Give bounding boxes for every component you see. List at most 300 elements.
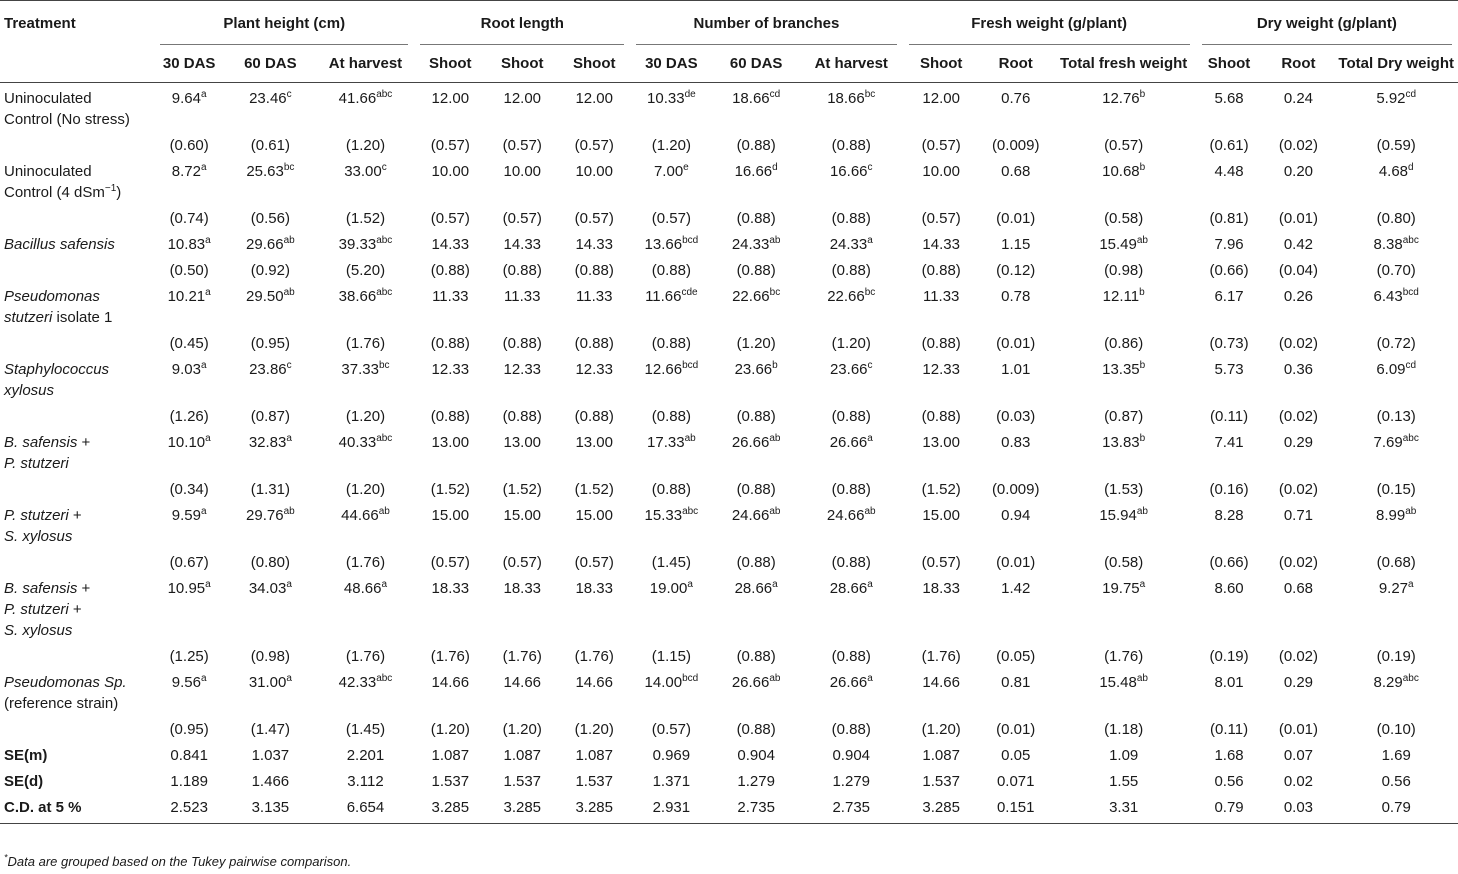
sd-blank	[0, 714, 154, 740]
value-text: 0.36	[1283, 361, 1314, 378]
sd-cell: (0.57)	[430, 137, 470, 154]
value-text: 12.00	[503, 90, 542, 107]
sd-cell: (1.76)	[345, 335, 386, 352]
sd-cell: (0.66)	[1209, 262, 1249, 279]
value-text: 13.00	[922, 434, 960, 451]
value-cell	[712, 83, 799, 131]
sd-cell: (0.88)	[651, 335, 691, 352]
value-text: 11.33	[432, 288, 469, 305]
treatment-name	[0, 281, 154, 328]
stat-cell: 2.735	[800, 792, 903, 824]
value-cell	[486, 229, 558, 255]
column-header: 30 DAS	[630, 45, 712, 83]
group-letter: abc	[376, 287, 393, 298]
table-row	[0, 281, 1458, 328]
sd-cell: (0.61)	[1209, 137, 1249, 154]
value-cell	[1052, 281, 1196, 328]
stat-cell: 0.79	[1196, 792, 1263, 824]
value-text: 15.00	[431, 507, 470, 524]
stat-cell: 1.69	[1381, 747, 1411, 764]
sd-cell: (0.88)	[831, 137, 871, 154]
value-text: 0.76	[1001, 90, 1031, 107]
value-cell	[486, 500, 558, 547]
value-cell	[1196, 667, 1263, 714]
value-text: 13.00	[575, 434, 613, 451]
value-cell	[486, 573, 558, 641]
value-text: 8.72	[171, 163, 201, 180]
value-cell	[630, 229, 712, 255]
value-text: 40.33	[338, 434, 377, 451]
sd-cell: (1.15)	[651, 648, 691, 665]
column-header: Total Dry weight	[1334, 45, 1458, 83]
value-cell	[903, 573, 980, 641]
value-cell	[712, 427, 799, 474]
table-body	[0, 83, 1458, 824]
value-cell	[630, 354, 712, 401]
value-text: 14.66	[431, 674, 470, 691]
value-text: 22.66	[827, 288, 865, 305]
sd-cell: (0.92)	[250, 262, 290, 279]
table-row	[0, 229, 1458, 255]
group-letter: b	[1139, 433, 1146, 444]
value-cell	[712, 573, 799, 641]
value-text: 8.29	[1373, 674, 1403, 691]
sd-row	[0, 547, 1458, 573]
value-cell	[558, 427, 630, 474]
sd-cell: (0.01)	[996, 335, 1036, 352]
group-letter: a	[286, 433, 292, 444]
sd-cell: (1.25)	[169, 648, 209, 665]
stat-cell: 3.135	[224, 792, 317, 824]
sd-cell: (0.02)	[1278, 335, 1319, 352]
value-cell	[154, 83, 224, 131]
value-cell	[1052, 229, 1196, 255]
value-text: 7.96	[1214, 236, 1244, 253]
stat-row	[0, 740, 1458, 766]
sd-blank	[0, 130, 154, 156]
value-text: 0.68	[1001, 163, 1031, 180]
value-cell	[224, 573, 317, 641]
column-header: Shoot	[903, 45, 980, 83]
value-text: 10.00	[922, 163, 960, 180]
value-text: 24.66	[826, 507, 865, 524]
value-text: 37.33	[341, 361, 379, 378]
sd-cell: (0.01)	[1278, 210, 1319, 227]
sd-cell: (1.76)	[921, 648, 961, 665]
group-letter: a	[200, 89, 207, 100]
value-cell	[630, 156, 712, 203]
sd-cell: (0.88)	[736, 648, 776, 665]
value-cell	[1262, 500, 1334, 547]
treatment-name-part: Staphylococcus	[4, 361, 110, 378]
group-letter: ab	[769, 433, 781, 444]
value-text: 25.63	[246, 163, 284, 180]
sd-row	[0, 641, 1458, 667]
group-letter: a	[205, 287, 211, 298]
group-letter: a	[205, 579, 211, 590]
value-cell	[712, 500, 799, 547]
value-cell	[800, 667, 903, 714]
sd-cell: (1.20)	[345, 481, 386, 498]
stat-cell: 0.071	[996, 773, 1035, 790]
group-letter: bcd	[1402, 287, 1419, 298]
sd-cell: (0.73)	[1209, 335, 1249, 352]
value-text: 14.33	[431, 236, 470, 253]
sd-cell: (1.52)	[430, 481, 470, 498]
value-cell	[558, 573, 630, 641]
group-letter: cde	[681, 287, 698, 298]
sd-cell: (1.76)	[502, 648, 542, 665]
sd-cell: (1.76)	[1104, 648, 1144, 665]
value-text: 8.60	[1214, 580, 1244, 597]
sd-cell: (0.80)	[250, 554, 290, 571]
value-cell	[558, 83, 630, 131]
sd-cell: (0.58)	[1104, 210, 1144, 227]
value-text: 9.03	[171, 361, 201, 378]
sd-cell: (0.80)	[1376, 210, 1416, 227]
group-letter: ab	[378, 506, 390, 517]
stat-cell: 1.68	[1214, 747, 1244, 764]
sd-cell: (1.20)	[345, 408, 386, 425]
sd-cell: (0.88)	[831, 262, 871, 279]
sd-cell: (0.88)	[736, 554, 776, 571]
value-text: 1.15	[1001, 236, 1031, 253]
stat-cell: 0.07	[1283, 747, 1314, 764]
stat-cell: 2.201	[346, 747, 385, 764]
sd-cell: (0.88)	[831, 481, 871, 498]
group-header: Root length	[414, 1, 630, 46]
value-cell	[903, 667, 980, 714]
sd-cell: (0.88)	[736, 721, 776, 738]
sd-cell: (0.10)	[1376, 721, 1416, 738]
stat-cell: 3.285	[414, 792, 486, 824]
sd-cell: (0.57)	[574, 554, 614, 571]
stat-label: SE(m)	[4, 747, 48, 764]
sd-blank	[0, 255, 154, 281]
value-text: 10.83	[167, 236, 206, 253]
sd-cell: (0.57)	[651, 721, 691, 738]
treatment-name-part: +	[68, 507, 82, 524]
value-cell	[1334, 573, 1458, 641]
stat-row	[0, 766, 1458, 792]
sd-cell: (0.88)	[831, 648, 871, 665]
value-text: 18.33	[922, 580, 960, 597]
value-cell	[903, 281, 980, 328]
sd-cell: (0.02)	[1278, 137, 1319, 154]
value-text: 44.66	[341, 507, 379, 524]
sd-cell: (0.86)	[1104, 335, 1144, 352]
column-header: Root	[1262, 45, 1334, 83]
sd-cell: (1.76)	[574, 648, 614, 665]
sd-cell: (0.88)	[736, 137, 776, 154]
treatment-name	[0, 229, 154, 255]
group-letter: abc	[376, 89, 393, 100]
sd-cell: (0.88)	[430, 262, 470, 279]
value-text: 15.49	[1099, 236, 1137, 253]
stat-cell: 0.841	[170, 747, 208, 764]
sd-blank	[0, 474, 154, 500]
group-letter: a	[200, 506, 207, 517]
value-cell	[800, 281, 903, 328]
group-letter: abc	[376, 673, 393, 684]
treatment-name-part: Pseudomonas	[4, 288, 100, 305]
value-text: 11.33	[504, 288, 541, 305]
group-letter: d	[1408, 162, 1414, 173]
sd-cell: (0.11)	[1210, 721, 1249, 738]
value-cell	[1262, 281, 1334, 328]
treatment-name-part: +	[77, 580, 91, 597]
sd-cell: (0.11)	[1210, 408, 1249, 425]
stat-cell: 3.31	[1052, 792, 1196, 824]
value-text: 18.66	[827, 90, 865, 107]
sd-cell: (0.009)	[991, 137, 1040, 154]
sd-row	[0, 130, 1458, 156]
sd-cell: (1.20)	[345, 137, 386, 154]
value-text: 17.33	[647, 434, 685, 451]
column-header: Shoot	[414, 45, 486, 83]
value-cell	[414, 354, 486, 401]
sd-cell: (0.01)	[996, 210, 1036, 227]
sd-cell: (0.009)	[991, 481, 1040, 498]
treatment-name-part: isolate 1	[52, 309, 113, 326]
sd-cell: (0.88)	[502, 335, 542, 352]
value-cell	[154, 229, 224, 255]
value-cell	[800, 354, 903, 401]
table-row	[0, 354, 1458, 401]
value-text: 23.66	[734, 361, 773, 378]
value-text: 22.66	[732, 288, 770, 305]
sd-cell: (0.88)	[921, 262, 961, 279]
value-cell	[1262, 427, 1334, 474]
stat-cell: 0.969	[652, 747, 691, 764]
group-letter: bc	[283, 162, 295, 173]
stat-cell: 0.56	[1214, 773, 1244, 790]
value-cell	[1196, 156, 1263, 203]
group-letter: abc	[376, 235, 393, 246]
value-cell	[903, 500, 980, 547]
value-cell	[414, 83, 486, 131]
value-cell	[1334, 354, 1458, 401]
sd-cell: (0.81)	[1209, 210, 1249, 227]
group-letter: c	[286, 360, 292, 371]
stat-cell: 1.279	[832, 773, 871, 790]
value-text: 29.66	[246, 236, 284, 253]
sd-cell: (0.57)	[651, 210, 691, 227]
value-text: 33.00	[344, 163, 382, 180]
value-cell	[630, 573, 712, 641]
sd-cell: (0.57)	[502, 554, 542, 571]
value-text: 19.75	[1102, 580, 1140, 597]
value-cell	[1052, 83, 1196, 131]
value-cell	[1052, 427, 1196, 474]
value-text: 0.24	[1283, 90, 1314, 107]
value-text: 12.33	[431, 361, 470, 378]
treatment-name	[0, 83, 154, 131]
sd-cell: (1.52)	[574, 481, 614, 498]
value-cell	[712, 354, 799, 401]
sd-cell: (0.57)	[1104, 137, 1144, 154]
value-cell	[630, 281, 712, 328]
value-cell	[1262, 156, 1334, 203]
value-cell	[317, 281, 415, 328]
group-letter: ab	[1136, 235, 1148, 246]
group-letter: b	[1139, 287, 1145, 298]
value-text: 16.66	[734, 163, 773, 180]
sd-cell: (0.88)	[831, 721, 871, 738]
sd-row	[0, 714, 1458, 740]
value-text: 29.76	[246, 507, 284, 524]
stat-cell: 0.904	[737, 747, 775, 764]
treatment-name-part: (reference strain)	[4, 695, 119, 712]
sd-row	[0, 203, 1458, 229]
sd-cell: (0.88)	[831, 408, 871, 425]
sd-cell: (0.87)	[250, 408, 290, 425]
value-cell	[224, 427, 317, 474]
value-text: 7.41	[1214, 434, 1244, 451]
treatment-name	[0, 500, 154, 547]
stat-cell: 2.735	[712, 792, 799, 824]
sd-cell: (0.88)	[430, 408, 470, 425]
sd-cell: (5.20)	[345, 262, 386, 279]
value-text: 26.66	[731, 674, 770, 691]
sd-cell: (1.26)	[169, 408, 209, 425]
sd-blank	[0, 547, 154, 573]
group-letter: b	[772, 360, 778, 371]
group-letter: a	[867, 579, 873, 590]
value-text: 42.33	[338, 674, 377, 691]
sd-cell: (0.88)	[921, 408, 961, 425]
sd-cell: (0.61)	[250, 137, 290, 154]
sd-cell: (1.47)	[250, 721, 290, 738]
stat-cell: 1.189	[170, 773, 208, 790]
value-text: 1.42	[1001, 580, 1031, 597]
sd-cell: (0.67)	[169, 554, 209, 571]
value-text: 32.83	[248, 434, 287, 451]
value-cell	[317, 500, 415, 547]
sd-cell: (0.88)	[651, 481, 691, 498]
value-text: 8.38	[1373, 236, 1403, 253]
treatment-name-part: )	[116, 184, 122, 201]
value-cell	[414, 573, 486, 641]
treatment-name	[0, 427, 154, 474]
value-text: 13.00	[431, 434, 470, 451]
value-cell	[224, 281, 317, 328]
treatment-name-part: Bacillus safensis	[4, 236, 115, 253]
value-cell	[486, 427, 558, 474]
sd-cell: (0.45)	[169, 335, 209, 352]
sd-cell: (1.53)	[1104, 481, 1144, 498]
value-cell	[558, 667, 630, 714]
value-cell	[154, 573, 224, 641]
value-cell	[800, 500, 903, 547]
sd-cell: (0.19)	[1376, 648, 1416, 665]
stat-cell: 0.904	[832, 747, 871, 764]
sd-cell: (0.05)	[996, 648, 1036, 665]
sd-cell: (0.87)	[1104, 408, 1144, 425]
value-text: 0.83	[1001, 434, 1031, 451]
treatment-name-part: P. stutzeri	[4, 507, 69, 524]
value-text: 15.33	[644, 507, 683, 524]
group-letter: e	[683, 162, 689, 173]
sd-cell: (1.45)	[651, 554, 691, 571]
value-cell	[317, 427, 415, 474]
treatment-name-part: Pseudomonas Sp.	[4, 674, 127, 691]
treatment-name	[0, 156, 154, 203]
value-text: 14.00	[644, 674, 683, 691]
value-text: 13.00	[503, 434, 542, 451]
column-header: Shoot	[558, 45, 630, 83]
treatment-name-part: B. safensis	[4, 434, 78, 451]
treatment-name-part: Uninoculated	[4, 163, 92, 180]
group-letter: c	[867, 162, 873, 173]
value-cell	[1052, 667, 1196, 714]
value-text: 14.33	[922, 236, 960, 253]
value-text: 14.33	[575, 236, 613, 253]
value-text: 18.33	[575, 580, 613, 597]
value-text: 26.66	[731, 434, 770, 451]
value-cell	[1262, 573, 1334, 641]
value-text: 0.26	[1283, 288, 1314, 305]
sd-cell: (1.20)	[574, 721, 614, 738]
value-cell	[317, 156, 415, 203]
value-text: 0.81	[1001, 674, 1031, 691]
value-text: 10.00	[575, 163, 613, 180]
value-cell	[224, 500, 317, 547]
table-row	[0, 83, 1458, 131]
value-cell	[224, 667, 317, 714]
value-text: 28.66	[734, 580, 773, 597]
sd-cell: (0.88)	[736, 262, 776, 279]
group-letter: abc	[1402, 235, 1419, 246]
treatment-name-part: stutzeri	[4, 309, 53, 326]
stat-cell: 1.087	[431, 747, 470, 764]
value-cell	[1052, 354, 1196, 401]
value-cell	[224, 156, 317, 203]
column-header: 60 DAS	[712, 45, 799, 83]
group-letter: abc	[376, 433, 393, 444]
value-text: 8.01	[1214, 674, 1244, 691]
sd-cell: (0.88)	[736, 481, 776, 498]
group-letter: a	[200, 162, 207, 173]
group-letter: cd	[1405, 360, 1417, 371]
value-cell	[317, 667, 415, 714]
group-letter: ab	[283, 287, 295, 298]
column-header: At harvest	[800, 45, 903, 83]
sd-cell: (0.68)	[1376, 554, 1416, 571]
sd-cell: (0.88)	[574, 335, 614, 352]
column-header: 30 DAS	[154, 45, 224, 83]
sd-cell: (0.04)	[1278, 262, 1319, 279]
group-letter: de	[684, 89, 696, 100]
value-text: 6.09	[1376, 361, 1406, 378]
sd-blank	[0, 401, 154, 427]
value-cell	[224, 83, 317, 131]
value-text: 11.33	[922, 288, 960, 305]
value-cell	[414, 281, 486, 328]
sd-cell: (0.58)	[1104, 554, 1144, 571]
sd-row	[0, 401, 1458, 427]
value-cell	[558, 156, 630, 203]
sd-cell: (0.57)	[502, 210, 542, 227]
group-letter: ab	[1136, 506, 1148, 517]
value-text: 13.83	[1102, 434, 1140, 451]
sd-cell: (0.02)	[1278, 554, 1319, 571]
sd-cell: (0.95)	[169, 721, 209, 738]
sd-cell: (0.01)	[996, 721, 1036, 738]
stat-cell: 1.466	[251, 773, 290, 790]
header-row-groups	[0, 1, 1458, 46]
value-text: 12.33	[503, 361, 542, 378]
